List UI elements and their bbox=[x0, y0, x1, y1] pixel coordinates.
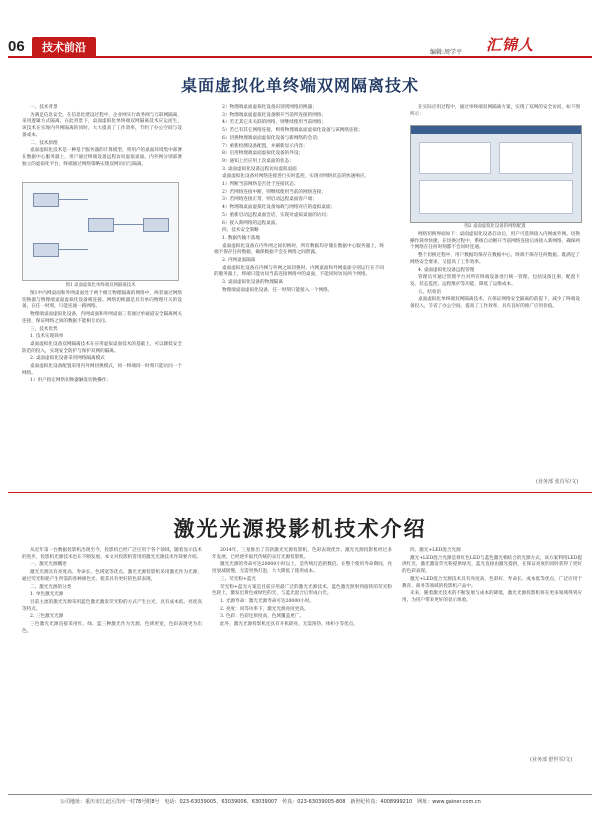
article2-column-2 bbox=[212, 548, 392, 630]
paragraph: 三色激光光源直接采用红、绿、蓝三种激光作为光源，色域更宽，色彩表现更为出色。 bbox=[22, 622, 202, 634]
paragraph: 四、激光+LED混合光源 bbox=[410, 548, 461, 553]
section-badge: 技术前沿 bbox=[32, 37, 96, 57]
paragraph: 桌面虚拟化设备在内网与外网之间切换时，内网桌面和外网桌面分别运行在不同的服务器上，终端只能访问当前连接网络中的桌面，不能同时访问两个网络。 bbox=[214, 265, 384, 278]
paragraph: 2. 亮度：同等功率下，激光光源亮度更高。 bbox=[220, 606, 309, 612]
paragraph: 五、结束语 bbox=[418, 289, 441, 295]
config-screenshot bbox=[410, 125, 582, 223]
editor-credit: 编辑:周学平 bbox=[430, 49, 463, 56]
external-network-box bbox=[33, 243, 59, 257]
paragraph: 管理员可通过管理平台对所有终端设备进行统一管理，包括设备注册、配置下发、状态监控、远程维护等功能，降低了运维成本。 bbox=[410, 275, 580, 287]
paragraph: 2）物理端桌面虚拟化设备识别到网络切换器； bbox=[222, 105, 317, 110]
paragraph: 2. 内网桌面隔离 bbox=[222, 258, 256, 264]
paragraph: 桌面虚拟化设备配置采用内外网切换模式，同一终端同一时刻只能访问一个网络。 bbox=[22, 364, 182, 376]
paragraph: 6）切换物理端桌面虚拟化设备与新网络的会话； bbox=[222, 135, 322, 141]
paragraph: 三、技术优势 bbox=[30, 326, 58, 332]
config-panel bbox=[419, 180, 573, 214]
paragraph: 3）若网络连接正常，则启动远程桌面客户端； bbox=[222, 197, 317, 203]
network-diagram-figure bbox=[22, 182, 179, 281]
paragraph: 整个切换过程中，用户数据均保存在数据中心，终端不保存任何数据。既满足了网络安全要求，又提高了工作效率。 bbox=[410, 253, 580, 265]
paragraph: 三、荧光粉+蓝光 bbox=[220, 576, 257, 582]
config-panel bbox=[499, 142, 573, 174]
page-header bbox=[0, 0, 600, 60]
paragraph: 激光+LED混合光源技术具有亮度高、色彩好、寿命长、成本低等优点，广泛应用于教育、商务等领域的投影机产品中。 bbox=[402, 576, 582, 589]
article1-column-3-continued bbox=[410, 232, 580, 312]
paragraph: 桌面虚拟化设备对网络连接进行实时监控，实现对网络状态的快速响应。 bbox=[222, 174, 370, 180]
paragraph: 在实际应用过程中，通过单终端双网隔离方案，实现了双网的安全访问，如下图所示： bbox=[410, 105, 580, 117]
paragraph: 5）若已有其它网络连接，则将物理端桌面虚拟化设备与该网络连接； bbox=[222, 128, 363, 134]
paragraph: 4. 桌面虚拟化设备远程管理 bbox=[418, 267, 475, 273]
header-rule bbox=[8, 56, 592, 58]
article2-column-3 bbox=[402, 548, 582, 606]
link-line bbox=[113, 224, 143, 225]
paragraph: 2014年，三星推出了首款激光光源投影机，色彩表现优异。激光光源投影机经过多年发展，已经逐步取代传统的汞灯光源投影机。 bbox=[212, 548, 392, 560]
paragraph: 1. 技术实现简单 bbox=[30, 334, 64, 340]
paragraph: 激光光源的寿命可达20000小时以上，是传统灯泡的数倍。在整个使用寿命期间，亮度衰减缓慢，无需更换灯泡，大大降低了使用成本。 bbox=[212, 562, 392, 575]
footer-contact: 公司地址：重庆市江北区洋河一村78号附8号 电话：023-63039005、63039006、63039007 传真：023-63039005-808 新世纪传真：4008999210 网址：www.gainer.com.cn bbox=[60, 799, 481, 805]
paragraph: 2）若网络连接中断，则继续使用当前的网络连接； bbox=[222, 189, 326, 195]
paragraph: 二、激光光源的分类 bbox=[30, 584, 72, 590]
paragraph: 网络切换界面如下：桌面虚拟化设备启动后，用户可选择接入内网或外网。切换操作简单快捷，在切换过程中，系统自动断开当前网络连接后再接入新网络，确保两个网络在任何时刻都不会同时连通。 bbox=[410, 232, 580, 251]
newspaper-logo: 汇锦人 bbox=[486, 36, 535, 54]
paragraph: 桌面虚拟化技术是一种基于服务器的计算模型，将用户的桌面环境集中部署在数据中心服务器上，用户通过终端设备远程访问虚拟桌面。内外网分别部署独立的虚拟化平台，终端通过网络策略实现双网访问与隔离。 bbox=[22, 148, 182, 167]
paragraph: 3）物理端桌面虚拟化设备断开当前所连接的网络； bbox=[222, 112, 326, 118]
paragraph: 一、技术背景 bbox=[30, 105, 58, 110]
config-panel bbox=[419, 142, 491, 174]
paragraph: 3. 色彩：色彩还原度高，色域覆盖更广。 bbox=[220, 614, 304, 620]
paragraph: 四、技术安全策略 bbox=[222, 228, 259, 234]
article2-title: 激光光源投影机技术介绍 bbox=[173, 517, 427, 541]
paragraph: 从近年第一台数据投影机出现至今，投影机已经广泛应用于各个领域。随着显示技术的进步，投影机光源技术也在不断发展。本文对投影机常用的激光光源技术作简要介绍。 bbox=[22, 548, 202, 560]
paragraph: 6）接入新网络的远程桌面。 bbox=[222, 220, 281, 226]
paragraph: 1. 数据传输不落地 bbox=[222, 235, 261, 241]
paragraph: 1. 单色激光光源 bbox=[30, 592, 64, 598]
window-titlebar bbox=[411, 126, 581, 134]
article1-column-1-continued bbox=[22, 291, 182, 386]
paragraph: 物理端桌面虚拟化设备，内网桌面和外网桌面三者通过单通道安全隔离网关连接，保证网络之间的数据不能相互访问。 bbox=[22, 312, 182, 324]
article1-column-2 bbox=[214, 105, 384, 296]
article2-column-1 bbox=[22, 548, 202, 636]
paragraph: 3. 桌面虚拟化设备的物理隔离 bbox=[222, 280, 283, 286]
paragraph: 1. 光源寿命：激光光源寿命可达20000小时。 bbox=[220, 598, 314, 604]
page-footer bbox=[0, 790, 600, 815]
link-line bbox=[58, 199, 88, 200]
switch-box bbox=[88, 218, 114, 232]
figure2-caption: 图2 桌面虚拟化设备的网络配置 bbox=[464, 224, 526, 229]
paragraph: 8）启用物理端桌面虚拟化设备的外设； bbox=[222, 151, 304, 157]
paragraph: 目前主流的激光光源采用蓝色激光激发荧光粉的方式产生白光，具有成本低、亮度高等特点。 bbox=[22, 599, 202, 612]
terminal-box bbox=[143, 218, 169, 232]
paragraph: 4）物理端桌面虚拟化设备加载与网络对应的虚拟桌面； bbox=[222, 205, 336, 211]
paragraph: 一、激光光源概述 bbox=[30, 562, 67, 568]
article2-author: (业务部 舒世军/文) bbox=[530, 757, 573, 763]
link-line bbox=[58, 249, 88, 250]
paragraph: 激光光源具有亮度高、寿命长、色域宽等优点。激光光源投影机采用激光作为光源，通过荧光粉轮产生所需的各种颜色光，使其具有更好的色彩表现。 bbox=[22, 570, 202, 582]
paragraph: 3. 桌面虚拟化设备远程访问虚拟桌面 bbox=[222, 166, 297, 172]
internal-network-box bbox=[33, 193, 59, 207]
paragraph: 9）通知上层应用上次桌面的状态； bbox=[222, 158, 294, 164]
article1-column-3 bbox=[410, 105, 580, 119]
paragraph: 2. 桌面虚拟化设备采用网络隔离模式 bbox=[30, 356, 105, 362]
paragraph: 图1中内网桌面和外网桌面处于两个相互物理隔离的网络中，两者通过网络切换器与物理端桌面虚拟化设备相连接。网络切换器是具有单向物理开关的设备，在任一时刻，只能连通一路网络。 bbox=[22, 291, 182, 310]
paragraph: 此外，激光光源投影机还具有开机即亮、无需预热、体积小等优点。 bbox=[220, 622, 358, 628]
paragraph: 二、技术原理 bbox=[30, 140, 58, 146]
paragraph: 4）若无其它未关联的网络，则继续使用当前网络； bbox=[222, 120, 326, 126]
paragraph: 桌面虚拟化设备双网隔离技术在应用虚拟桌面技术的基础上，可以降低安全防范的投入，实现安全防护与保护双网的隔离。 bbox=[22, 341, 182, 354]
article1-author: (业务部 张肖军/文) bbox=[536, 479, 579, 485]
paragraph: 为满足信息安全，在信息化建设过程中，企业网实行政务网与互联网隔离，采用逻辑方式隔离。在此背景下，桌面虚拟化单终端双网隔离技术应运而生，该技术在实现内外网隔离的同时，大大提高了工作效率，节约了办公空间与设备成本。 bbox=[22, 112, 182, 138]
paragraph: 激光+LED混合光源是将红色LED与蓝色激光相结合的光源方式。该方案利用LED提供红光，激光激发荧光粉提供绿光，蓝光直接由激光提供，在保证亮度的同时获得了更好的色彩表现。 bbox=[402, 555, 582, 575]
article1-column-1 bbox=[22, 105, 182, 169]
article-divider bbox=[8, 492, 592, 493]
paragraph: 7）重新检测设备配置，并刷新显示内容； bbox=[222, 143, 308, 149]
footer-rule bbox=[8, 794, 592, 795]
article1-title: 桌面虚拟化单终端双网隔离技术 bbox=[180, 76, 419, 95]
paragraph: 桌面虚拟化单终端双网隔离技术，在保证网络安全隔离的前提下，减少了终端设备投入，节省了办公空间，提高了工作效率，具有良好的推广应用价值。 bbox=[410, 297, 580, 310]
paragraph: 1）用户指定网络切换器触发切换操作； bbox=[30, 378, 112, 384]
page-number: 06 bbox=[8, 38, 25, 55]
paragraph: 1）判断当前网络是否处于连接状态； bbox=[222, 182, 299, 188]
paragraph: 2. 三色激光光源 bbox=[30, 614, 64, 620]
paragraph: 荧光粉+蓝光方案是目前应用最广泛的激光光源技术。蓝色激光照射到旋转的荧光粉色轮上，激发出黄色或绿色的光，与蓝光混合后形成白光。 bbox=[212, 584, 392, 597]
paragraph: 物理端桌面虚拟化设备，任一时刻只能接入一个网络。 bbox=[222, 287, 333, 293]
paragraph: 5）重新启动远程桌面会话，实现对虚拟桌面的访问； bbox=[222, 212, 331, 218]
paragraph: 桌面虚拟化设备在内外网之间切换时，所有数据均存储在数据中心服务器上，终端不保存任何数据，确保数据不会在网络之间泄露。 bbox=[214, 243, 384, 256]
paragraph: 未来，随着激光技术的不断发展与成本的降低，激光光源投影机将在更多领域得到应用，为用户带来更好的显示体验。 bbox=[402, 591, 582, 603]
figure1-caption: 图1 桌面虚拟化单终端双网隔离技术 bbox=[65, 283, 136, 288]
